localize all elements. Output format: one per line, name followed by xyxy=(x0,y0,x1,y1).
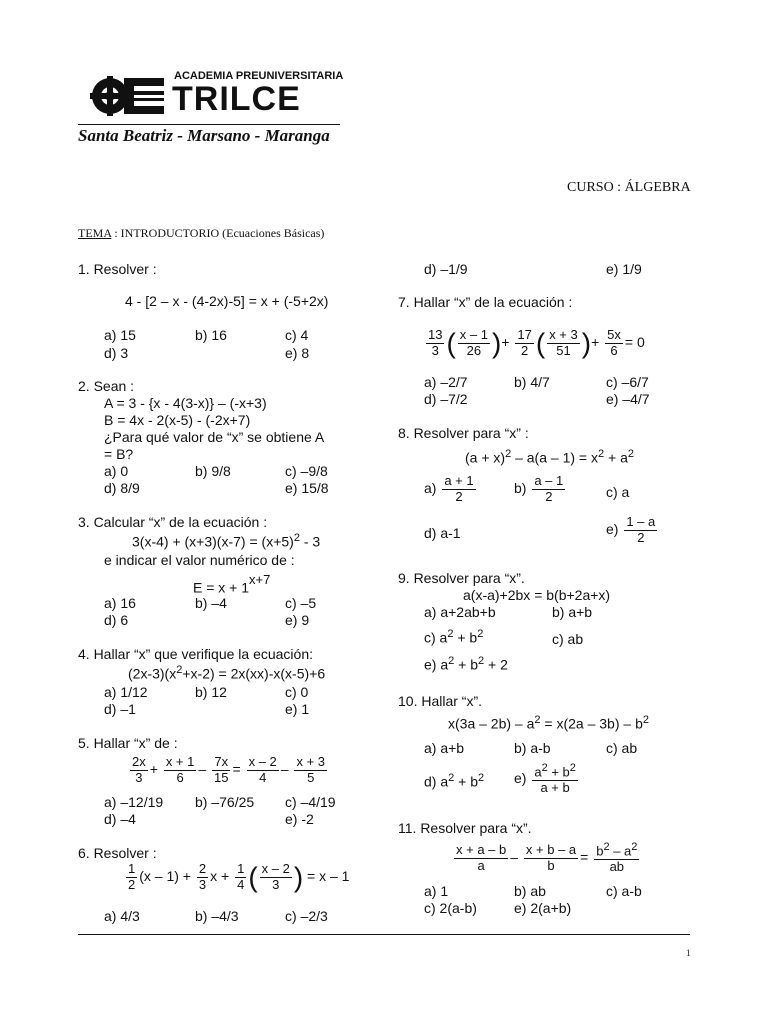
p11-title: 11. Resolver para “x”. xyxy=(398,820,532,836)
brand-name: TRILCE xyxy=(172,80,301,118)
p2-line3: ¿Para qué valor de “x” se obtiene A xyxy=(104,429,325,445)
p7-option-b: b) 4/7 xyxy=(514,374,550,390)
p10-option-a: a) a+b xyxy=(424,740,465,756)
p11-option-c: c) a-b xyxy=(606,883,642,899)
p2-option-d: d) 8/9 xyxy=(104,480,140,496)
p10-option-b: b) a-b xyxy=(514,740,551,756)
p5-option-b: b) –76/25 xyxy=(195,794,255,810)
p7-title: 7. Hallar “x” de la ecuación : xyxy=(398,294,573,310)
p9-option-b: b) a+b xyxy=(552,604,593,620)
p6-title: 6. Resolver : xyxy=(78,845,157,861)
p6-option-d: d) –1/9 xyxy=(424,261,468,277)
p11-equation: $\frac{x + a - b}{a}$ – $\frac{x + b - a}{b}$ = $\frac{b^2 - a^2}{ab}$ xyxy=(456,841,638,875)
p4-option-c: c) 0 xyxy=(285,684,309,700)
p4-title: 4. Hallar “x” que verifique la ecuación: xyxy=(78,646,314,662)
p1-option-d: d) 3 xyxy=(104,345,129,361)
p4-option-a: a) 1/12 xyxy=(104,684,148,700)
p7-equation: $\frac{13}{3}$ ( $\frac{x - 1}{26}$ )+ $\frac{17}{2}$ ( $\frac{x + 3}{51}$ )+ $\frac{5x}{6}$ = 0 xyxy=(428,327,645,359)
p2-option-a: a) 0 xyxy=(104,463,129,479)
p3-option-e: e) 9 xyxy=(285,612,310,628)
p2-option-b: b) 9/8 xyxy=(195,463,231,479)
p2-option-e: e) 15/8 xyxy=(285,480,329,496)
p5-title: 5. Hallar “x” de : xyxy=(78,735,178,751)
p11-option-d: c) 2(a-b) xyxy=(424,900,477,916)
p1-option-a: a) 15 xyxy=(104,327,136,343)
p10-equation: $x(3a - 2b) - a^2 = x(2a - 3b) - b^2$ xyxy=(448,714,649,732)
p4-equation: $(2x-3)(x^2+x-2) = 2x(xx)-x(x-5)+6$ xyxy=(128,664,326,682)
p6-option-a: a) 4/3 xyxy=(104,908,140,924)
p5-option-e: e) -2 xyxy=(285,811,314,827)
p6-option-b: b) –4/3 xyxy=(195,908,239,924)
p11-option-e: e) 2(a+b) xyxy=(514,900,572,916)
p7-option-c: c) –6/7 xyxy=(606,374,649,390)
p4-option-e: e) 1 xyxy=(285,701,310,717)
p8-option-b: b) $\frac{a - 1}{2}$ xyxy=(514,473,564,504)
p9-option-a: a) a+2ab+b xyxy=(424,604,496,620)
p3-line2: e indicar el valor numérico de : xyxy=(104,552,295,568)
page-number: 1 xyxy=(686,948,691,958)
p8-option-a: a) $\frac{a + 1}{2}$ xyxy=(424,473,474,504)
gear-logo-icon xyxy=(88,72,170,120)
p8-equation: $(a + x)^2 - a(a - 1) = x^2 + a^2$ xyxy=(465,448,634,466)
p2-line4: = B? xyxy=(104,446,134,462)
p4-option-b: b) 12 xyxy=(195,684,227,700)
p1-option-c: c) 4 xyxy=(285,327,309,343)
p2-title: 2. Sean : xyxy=(78,378,135,394)
p10-option-d: d) $a^2 + b^2$ xyxy=(424,772,485,790)
p1-equation: 4 - [2 – x - (4-2x)-5] = x + (-5+2x) xyxy=(125,293,329,309)
p5-equation: $\frac{2x}{3}$ + $\frac{x + 1}{6}$ – $\frac{7x}{15}$ = $\frac{x - 2}{4}$ – $\frac{x + 3}{5}$ xyxy=(132,754,326,785)
p3-option-c: c) –5 xyxy=(285,595,317,611)
header-rule xyxy=(78,124,340,125)
p2-option-c: c) –9/8 xyxy=(285,463,328,479)
p8-option-d: d) a-1 xyxy=(424,525,461,541)
p8-option-c: c) a xyxy=(606,484,630,500)
p9-option-e: e) $a^2 + b^2 + 2$ xyxy=(424,655,508,673)
p11-option-b: b) ab xyxy=(514,883,546,899)
trilce-logo xyxy=(88,68,342,122)
p3-equation2: $E = x + 1^{x+7}$ xyxy=(193,572,271,596)
p10-option-c: c) ab xyxy=(606,740,638,756)
p9-title: 9. Resolver para “x”. xyxy=(398,570,525,586)
p6-equation: $\frac{1}{2}$ (x – 1) + $\frac{2}{3}$ x + $\frac{1}{4}$ ( $\frac{x - 2}{3}$ ) = x – 1 xyxy=(128,861,350,893)
p3-equation: $3(x-4) + (x+3)(x-7) = (x+5)^2 - 3$ xyxy=(132,532,321,550)
p9-equation: a(x-a)+2bx = b(b+2a+x) xyxy=(463,587,611,603)
p7-option-e: e) –4/7 xyxy=(606,391,650,407)
p3-option-b: b) –4 xyxy=(195,595,227,611)
p10-option-e: e) $\frac{a^2 + b^2}{a + b}$ xyxy=(514,762,576,796)
p8-option-e: e) $\frac{1 - a}{2}$ xyxy=(606,514,656,545)
p9-option-c: c) $a^2 + b^2$ xyxy=(424,628,484,646)
p8-title: 8. Resolver para “x” : xyxy=(398,425,529,441)
p6-option-e: e) 1/9 xyxy=(606,261,642,277)
p3-option-d: d) 6 xyxy=(104,612,129,628)
footer-rule xyxy=(78,934,690,935)
p1-title: 1. Resolver : xyxy=(78,261,157,277)
course-label: CURSO : ÁLGEBRA xyxy=(567,180,691,195)
p1-option-b: b) 16 xyxy=(195,327,227,343)
p1-option-e: e) 8 xyxy=(285,345,310,361)
p5-option-a: a) –12/19 xyxy=(104,794,164,810)
topic-line xyxy=(78,226,324,241)
p10-title: 10. Hallar “x”. xyxy=(398,693,483,709)
p6-option-c: c) –2/3 xyxy=(285,908,328,924)
p3-title: 3. Calcular “x” de la ecuación : xyxy=(78,514,268,530)
p11-option-a: a) 1 xyxy=(424,883,449,899)
academy-name: ACADEMIA PREUNIVERSITARIA xyxy=(174,70,344,82)
p7-option-d: d) –7/2 xyxy=(424,391,468,407)
p2-line2: B = 4x - 2(x-5) - (-2x+7) xyxy=(104,412,251,428)
p2-line1: A = 3 - {x - 4(3-x)} – (-x+3) xyxy=(104,395,267,411)
p5-option-d: d) –4 xyxy=(104,811,136,827)
p9-option-d: c) ab xyxy=(552,631,584,647)
topic-label: TEMA xyxy=(78,226,112,240)
p4-option-d: d) –1 xyxy=(104,701,136,717)
locations: Santa Beatriz - Marsano - Maranga xyxy=(78,126,330,145)
topic-text: : INTRODUCTORIO (Ecuaciones Básicas) xyxy=(111,226,325,240)
p3-option-a: a) 16 xyxy=(104,595,136,611)
p5-option-c: c) –4/19 xyxy=(285,794,336,810)
p7-option-a: a) –2/7 xyxy=(424,374,468,390)
